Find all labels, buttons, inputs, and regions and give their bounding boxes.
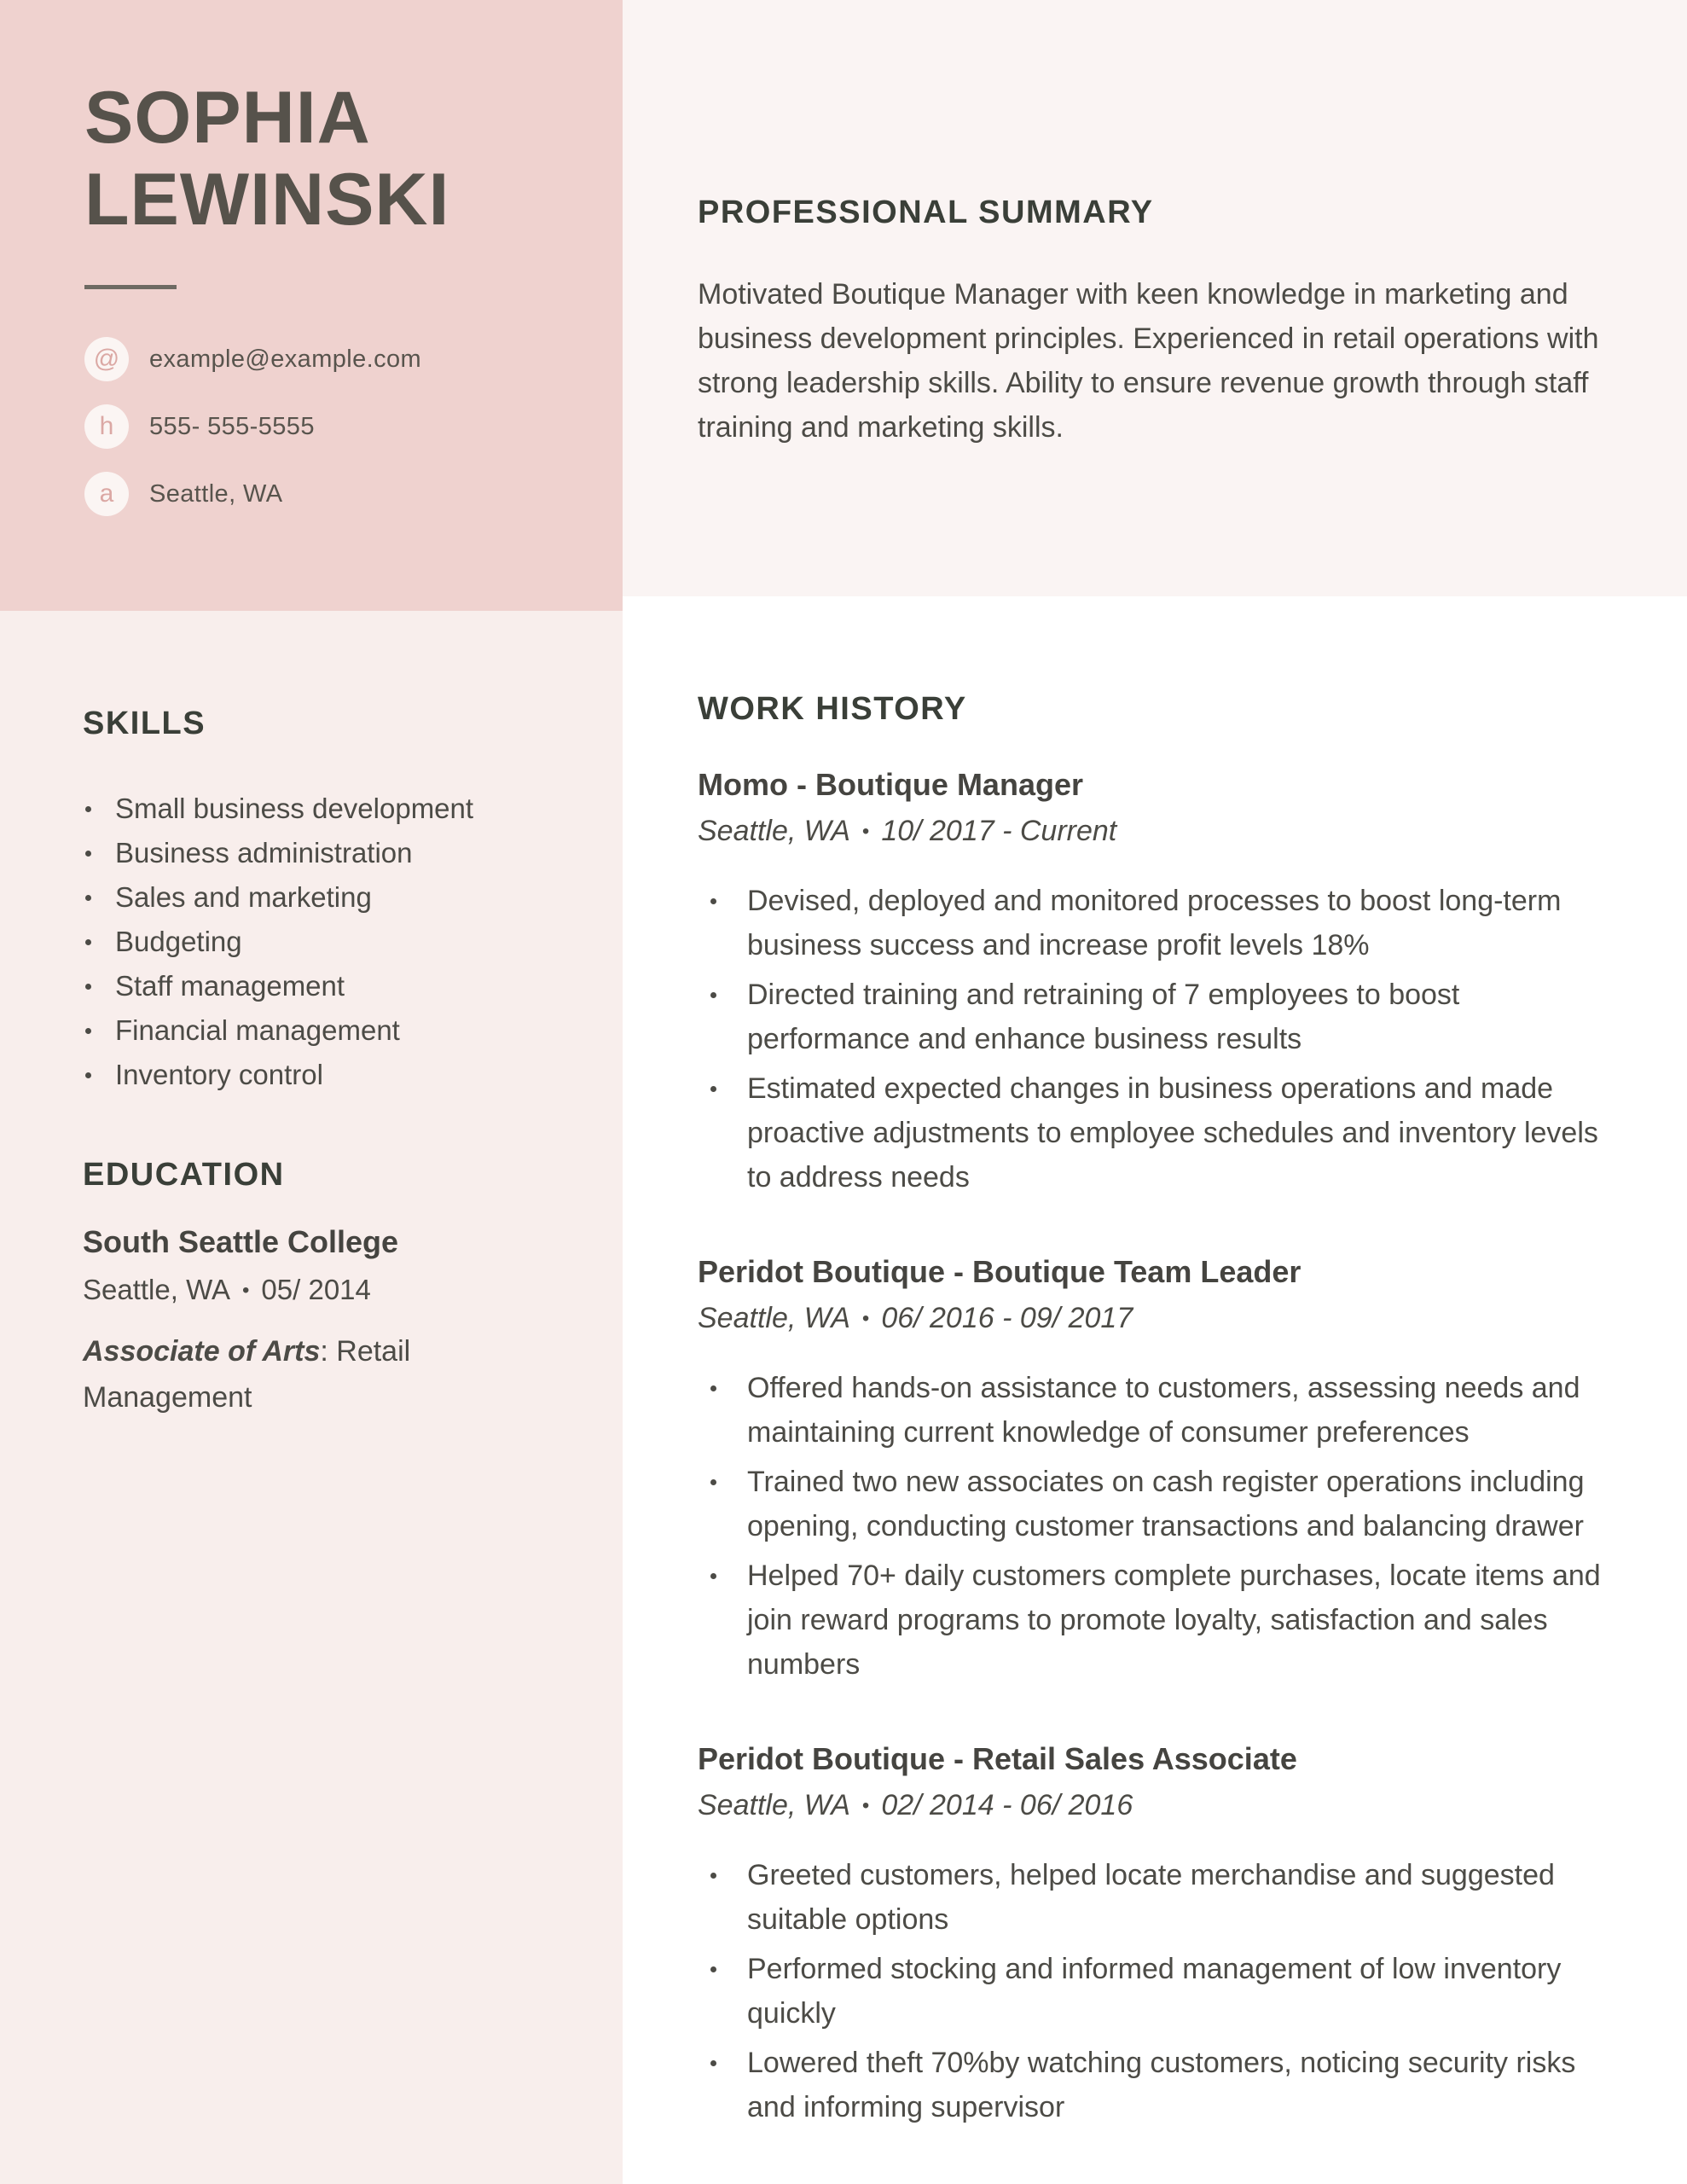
meta-dot-separator: • [861,1307,870,1330]
name-divider-rule [84,285,177,289]
job-title: Peridot Boutique - Retail Sales Associate [698,1741,1297,1776]
email-value: example@example.com [149,345,422,373]
job-dates: 06/ 2016 - 09/ 2017 [881,1302,1133,1334]
education-location: Seattle, WA [83,1274,231,1305]
summary-section [623,0,1687,596]
main-column [623,0,1687,2184]
sidebar-body [0,611,623,1420]
job-location: Seattle, WA [698,1302,850,1334]
education-date: 05/ 2014 [261,1274,371,1305]
work-history-section-title: WORK HISTORY [698,691,967,727]
education-degree-line [83,1328,563,1420]
address-icon: a [84,472,129,516]
summary-section-title: PROFESSIONAL SUMMARY [698,195,1154,230]
summary-text: Motivated Boutique Manager with keen knowledge in marketing and business development principles. Experienced in retail operations with strong leadership skills. Ability to ensure revenue growth through staff training and marketing skills. [698,278,1599,444]
candidate-name [84,77,571,241]
job-bullet-list [698,1366,1617,1687]
job-bullet: Devised, deployed and monitored processes to boost long-term business success and increase profit levels 18% [698,879,1617,967]
job-entry [698,767,1617,1199]
job-meta [698,815,1617,848]
job-title: Peridot Boutique - Boutique Team Leader [698,1254,1301,1289]
job-bullet: Helped 70+ daily customers complete purchases, locate items and join reward programs to promote loyalty, satisfaction and sales numbers [698,1554,1617,1687]
job-bullet-list [698,1853,1617,2129]
job-meta [698,1789,1617,1822]
skill-item: Inventory control [83,1053,563,1097]
meta-dot-separator: • [242,1279,250,1302]
job-dates: 02/ 2014 - 06/ 2016 [881,1789,1133,1821]
job-dates: 10/ 2017 - Current [881,815,1117,847]
education-section-title: EDUCATION [83,1157,285,1193]
job-bullet: Greeted customers, helped locate merchandise and suggested suitable options [698,1853,1617,1942]
sidebar-header-block [0,0,623,611]
education-section [83,1157,563,1420]
meta-dot-separator: • [861,1794,870,1817]
contact-list [84,337,571,516]
skill-item: Business administration [83,831,563,875]
first-name: SOPHIA [84,77,371,159]
contact-row-phone [84,404,571,449]
job-bullet: Directed training and retraining of 7 employees to boost performance and enhance business results [698,973,1617,1061]
education-meta [83,1274,563,1306]
phone-icon: h [84,404,129,449]
job-bullet: Estimated expected changes in business operations and made proactive adjustments to employee schedules and inventory levels to address needs [698,1066,1617,1199]
last-name: LEWINSKI [84,159,450,241]
job-meta [698,1302,1617,1335]
job-location: Seattle, WA [698,815,850,847]
phone-value: 555- 555-5555 [149,412,315,440]
contact-row-email [84,337,571,381]
contact-row-location [84,472,571,516]
job-bullet: Performed stocking and informed management of low inventory quickly [698,1947,1617,2036]
job-bullet-list [698,879,1617,1199]
degree-program: : Retail Management [83,1335,411,1414]
job-bullet: Lowered theft 70%by watching customers, noticing security risks and informing supervisor [698,2041,1617,2129]
skill-item: Budgeting [83,920,563,964]
degree-name: Associate of Arts [83,1335,321,1368]
skill-item: Small business development [83,787,563,831]
skills-section-title: SKILLS [83,706,206,741]
sidebar [0,0,623,2184]
education-school: South Seattle College [83,1224,399,1259]
skill-item: Staff management [83,964,563,1008]
job-entry [698,1741,1617,2129]
meta-dot-separator: • [861,820,870,843]
skill-item: Financial management [83,1008,563,1053]
job-bullet: Offered hands-on assistance to customers, assessing needs and maintaining current knowledge of consumer preferences [698,1366,1617,1455]
job-title: Momo - Boutique Manager [698,767,1083,802]
job-bullet: Trained two new associates on cash register operations including opening, conducting customer transactions and balancing drawer [698,1460,1617,1548]
job-location: Seattle, WA [698,1789,850,1821]
work-history-section [623,596,1687,2184]
email-icon: @ [84,337,129,381]
job-entry [698,1254,1617,1687]
location-value: Seattle, WA [149,479,283,508]
skill-item: Sales and marketing [83,875,563,920]
skills-list [83,787,563,1097]
